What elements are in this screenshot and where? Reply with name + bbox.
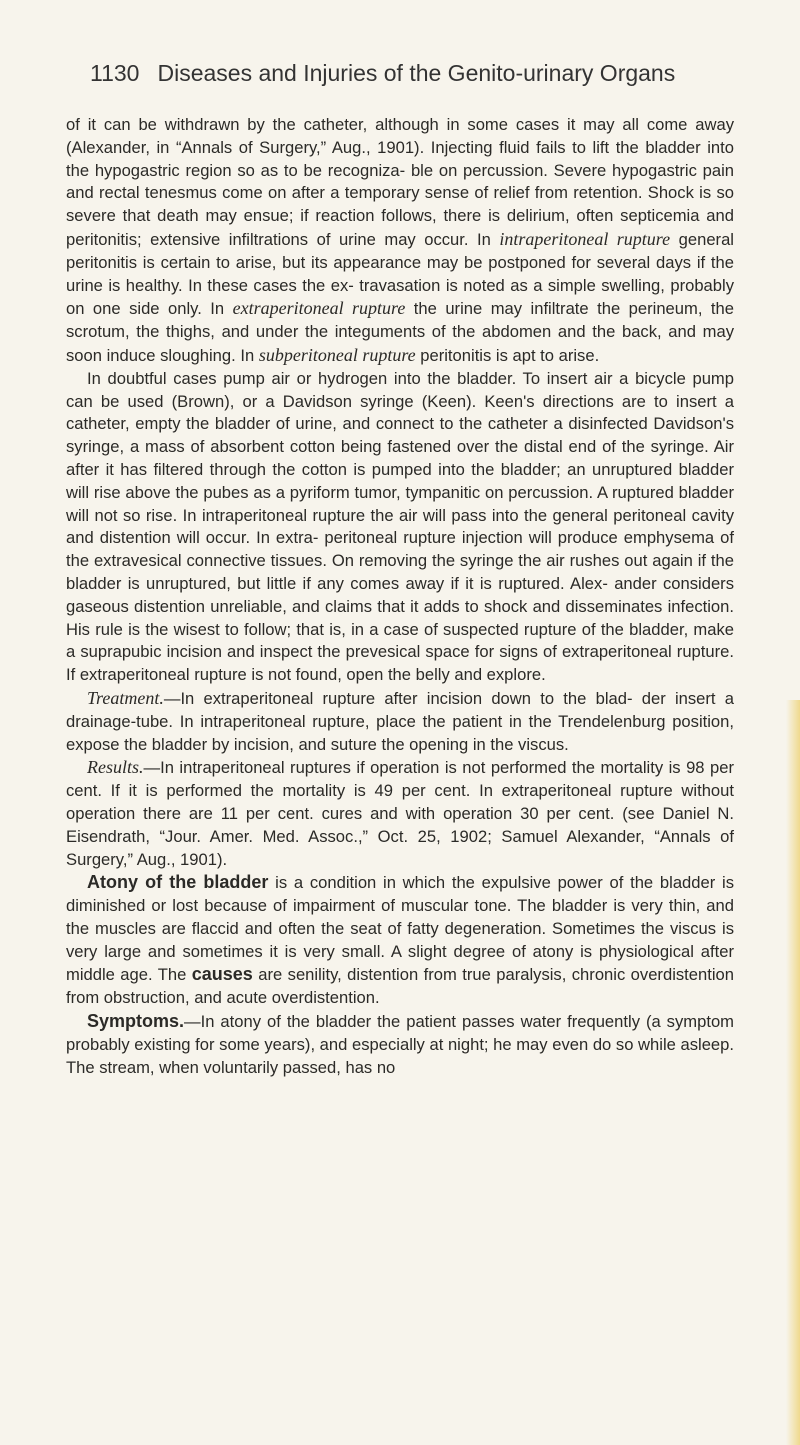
- text-run: of it can be withdrawn by the catheter, although in some cases it may all come away (Alexander, in “Annals of Surgery,” Aug., 1901). Injecting fluid fails to lift the bladder into the hypogastric region so as to be recogniza- ble on percussion. Severe hypogastric pain and rectal tenesmus come on after a temporary sense of relief from retention. Shock is so severe that death may ensue; if reaction follows, there is delirium, often septicemia and peritonitis; extensive infiltrations of urine may occur. In: [66, 115, 734, 249]
- term-extraperitoneal: extraperitoneal rupture: [232, 298, 406, 319]
- body-text: [66, 114, 734, 1079]
- page-edge-tint: [786, 700, 800, 1445]
- paragraph-atony: [66, 871, 734, 1010]
- running-title: Diseases and Injuries of the Genito-urinary Organs: [157, 60, 676, 86]
- text-run: peritonitis is apt to arise.: [415, 345, 600, 365]
- paragraph-results: [66, 756, 734, 871]
- paragraph-diagnosis: In doubtful cases pump air or hydrogen into the bladder. To insert air a bicycle pump can be used (Brown), or a Davidson syringe (Keen). Keen's directions are to insert a catheter, empty the bladder of urine, and connect to the catheter a disinfected Davidson's syringe, a mass of absorbent cotton being fastened over the distal end of the syringe. Air after it has filtered through the cotton is pumped into the bladder; an unruptured bladder will rise above the pubes as a pyriform tumor, tympanitic on percussion. A ruptured bladder will not so rise. In intraperitoneal rupture the air will pass into the general peritoneal cavity and distention will occur. In extra- peritoneal rupture injection will produce emphysema of the extravesical connective tissues. On removing the syringe the air rushes out again if the bladder is unruptured, but little if any comes away if it is ruptured. Alex- ander considers gaseous distention unreliable, and claims that it adds to shock and disseminates infection. His rule is the wisest to follow; that is, in a case of suspected rupture of the bladder, make a suprapubic incision and inspect the prevesical space for signs of extraperitoneal rupture. If extraperitoneal rupture is not found, open the belly and explore.: [66, 368, 734, 685]
- text-run: —In intraperitoneal ruptures if operation is not performed the mortality is 98 per cent. If it is performed the mortality is 49 per cent. In extraperitoneal rupture without operation there are 11 per cent. cures and with operation 30 per cent. (see Daniel N. Eisendrath, “Jour. Amer. Med. Assoc.,” Oct. 25, 1902; Samuel Alexander, “Annals of Surgery,” Aug., 1901).: [66, 758, 734, 869]
- paragraph-treatment: [66, 687, 734, 756]
- heading-symptoms: Symptoms.: [87, 1011, 185, 1032]
- text-run: general peritonitis is certain to arise, but its appearance may be postponed for several days if the urine is healthy. In these cases the ex- travasation is noted as a simple swelling, probably on one side only. In: [66, 229, 734, 319]
- term-subperitoneal: subperitoneal rupture: [258, 344, 416, 365]
- paragraph-rupture-types: [66, 114, 734, 368]
- term-intraperitoneal: intraperitoneal rupture: [499, 228, 671, 249]
- heading-treatment: Treatment.: [87, 687, 164, 708]
- page-number: 1130: [90, 60, 140, 86]
- heading-results: Results.: [87, 757, 144, 778]
- text-run: —In atony of the bladder the patient passes water frequently (a symptom probably existing for some years), and especially at night; he may even do so while asleep. The stream, when voluntarily passed, has no: [66, 1012, 734, 1077]
- text-run: the urine may infiltrate the perineum, the scrotum, the thighs, and under the integuments of the abdomen and the back, and may soon induce sloughing. In: [66, 299, 734, 365]
- heading-causes: causes: [191, 964, 253, 985]
- text-run: —In extraperitoneal rupture after incision down to the blad- der insert a drainage-tube. In intraperitoneal rupture, place the patient in the Trendelenburg position, expose the bladder by incision, and suture the opening in the viscus.: [66, 688, 734, 754]
- paragraph-symptoms: [66, 1010, 734, 1079]
- text-run: are senility, distention from true paralysis, chronic overdistention from obstruction, and acute overdistention.: [66, 965, 734, 1008]
- text-run: is a condition in which the expulsive power of the bladder is diminished or lost because of impairment of muscular tone. The bladder is very thin, and the muscles are flaccid and often the seat of fatty degeneration. Sometimes the viscus is very large and sometimes it is very small. A slight degree of atony is physiological after middle age. The: [66, 873, 734, 985]
- running-header: [90, 60, 730, 87]
- heading-atony: Atony of the bladder: [87, 872, 269, 893]
